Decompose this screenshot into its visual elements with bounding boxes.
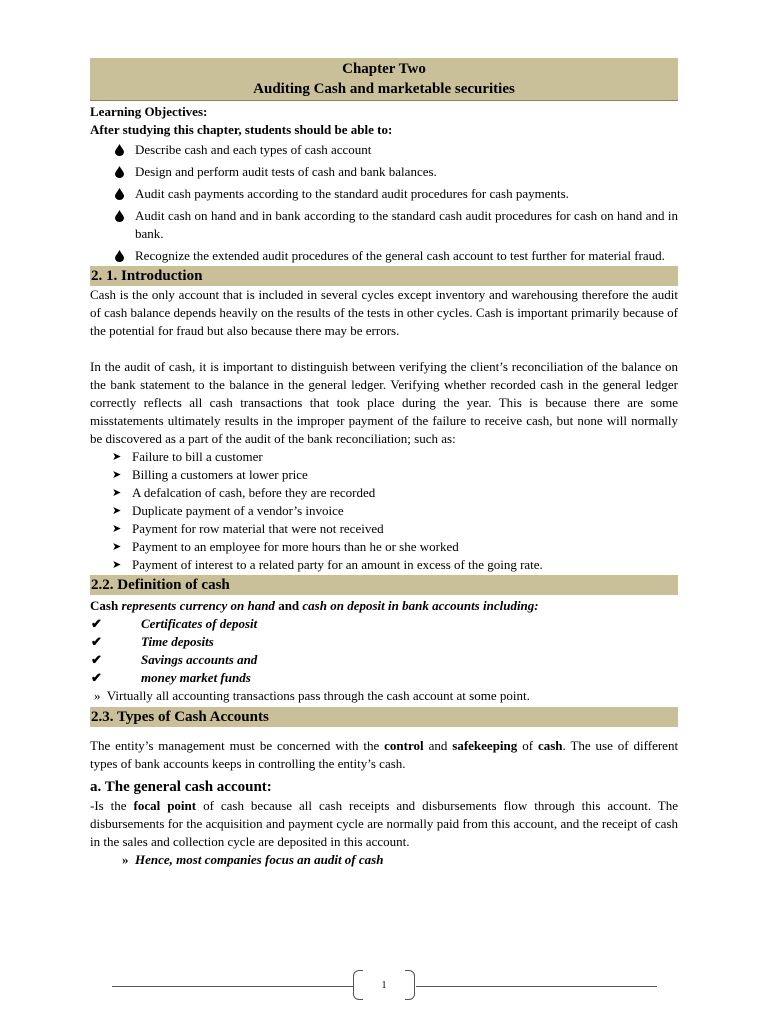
- objectives-intro: After studying this chapter, students should be able to:: [90, 122, 393, 137]
- list-item: ➤ Payment for row material that were not received: [112, 521, 384, 536]
- list-item: ➤ A defalcation of cash, before they are recorded: [112, 485, 376, 500]
- general-cash-account-paragraph: -Is the focal point of cash because all cash receipts and disbursements flow through this account. The disbursements for the acquisition and payment cycle are normally paid from this account, and the receipt of cash in the sales and collection cycle are deposited in this account.: [90, 798, 679, 849]
- list-item: ➤ Failure to bill a customer: [112, 449, 263, 464]
- section-heading-definition: 2.2. Definition of cash: [90, 575, 678, 595]
- drop-bullet-icon: [115, 188, 124, 200]
- arrow-bullet-icon: ➤: [112, 469, 122, 481]
- footer-rule-right: [416, 986, 657, 987]
- chapter-title: Auditing Cash and marketable securities: [253, 81, 515, 97]
- definition-note: » Virtually all accounting transactions pass through the cash account at some point.: [94, 688, 530, 703]
- drop-bullet-icon: [115, 144, 124, 156]
- list-item: ✔ Certificates of deposit: [91, 616, 258, 631]
- definition-sentence: Cash represents currency on hand and cash on deposit in bank accounts including:: [90, 598, 539, 613]
- section-heading-introduction: 2. 1. Introduction: [90, 266, 678, 286]
- list-item: ✔ Time deposits: [91, 634, 214, 649]
- drop-bullet-icon: [115, 166, 124, 178]
- misstatement-list: [110, 448, 678, 574]
- objective-item: Describe cash and each types of cash account: [115, 141, 678, 159]
- drop-bullet-icon: [115, 250, 124, 262]
- arrow-bullet-icon: ➤: [112, 541, 122, 553]
- chapter-label: Chapter Two: [342, 61, 426, 77]
- list-item: ➤ Payment to an employee for more hours than he or she worked: [112, 539, 459, 554]
- checkmark-icon: ✔: [91, 616, 102, 631]
- objective-item: Recognize the extended audit procedures of the general cash account to test further for material fraud.: [115, 247, 678, 265]
- general-cash-account-heading: a. The general cash account:: [90, 779, 272, 795]
- list-item: ✔ money market funds: [91, 670, 251, 685]
- arrow-bullet-icon: ➤: [112, 559, 122, 571]
- conclusion-line: » Hence, most companies focus an audit of cash: [122, 852, 384, 867]
- introduction-paragraph-1: Cash is the only account that is included in several cycles except inventory and warehousing therefore the audit of cash balance depends heavily on the results of the tests in other cycles. Cash is important primarily because of the potential for fraud but also because there may be errors.: [90, 287, 678, 338]
- objectives-heading: Learning Objectives:: [90, 104, 208, 119]
- document-page: [90, 58, 678, 869]
- arrow-bullet-icon: ➤: [112, 487, 122, 499]
- objectives-list: [115, 141, 678, 265]
- drop-bullet-icon: [115, 210, 124, 222]
- list-item: ➤ Billing a customers at lower price: [112, 467, 308, 482]
- list-item: ✔ Savings accounts and: [91, 652, 258, 667]
- objective-item: Design and perform audit tests of cash and bank balances.: [115, 163, 678, 181]
- objective-item: Audit cash on hand and in bank according to the standard cash audit procedures for cash on hand and in bank.: [115, 207, 678, 243]
- checkmark-icon: ✔: [91, 670, 102, 685]
- checkmark-icon: ✔: [91, 634, 102, 649]
- arrow-bullet-icon: ➤: [112, 523, 122, 535]
- footer-brace-right: [405, 970, 415, 1000]
- arrow-bullet-icon: ➤: [112, 505, 122, 517]
- page-number: 1: [381, 980, 387, 991]
- arrow-bullet-icon: ➤: [112, 451, 122, 463]
- cash-types-list: [90, 615, 678, 687]
- checkmark-icon: ✔: [91, 652, 102, 667]
- introduction-paragraph-2: In the audit of cash, it is important to distinguish between verifying the client’s reconciliation of the balance on the bank statement to the balance in the general ledger. Verifying whether recorded cash in the general ledger correctly reflects all cash transactions that took place during the year. This is because there are some misstatements ultimately results in the improper payment of the failure to receive cash, but none will normally be discovered as a part of the audit of the bank reconciliation; such as:: [90, 359, 678, 446]
- footer-rule-left: [112, 986, 354, 987]
- types-paragraph: The entity’s management must be concerned with the control and safekeeping of cash. The use of different types of bank accounts keeps in controlling the entity’s cash.: [90, 738, 679, 771]
- objective-item: Audit cash payments according to the standard audit procedures for cash payments.: [115, 185, 678, 203]
- list-item: ➤ Payment of interest to a related party for an amount in excess of the going rate.: [112, 557, 543, 572]
- section-heading-types: 2.3. Types of Cash Accounts: [90, 707, 678, 727]
- list-item: ➤ Duplicate payment of a vendor’s invoice: [112, 503, 344, 518]
- chapter-title-bar: [90, 58, 678, 101]
